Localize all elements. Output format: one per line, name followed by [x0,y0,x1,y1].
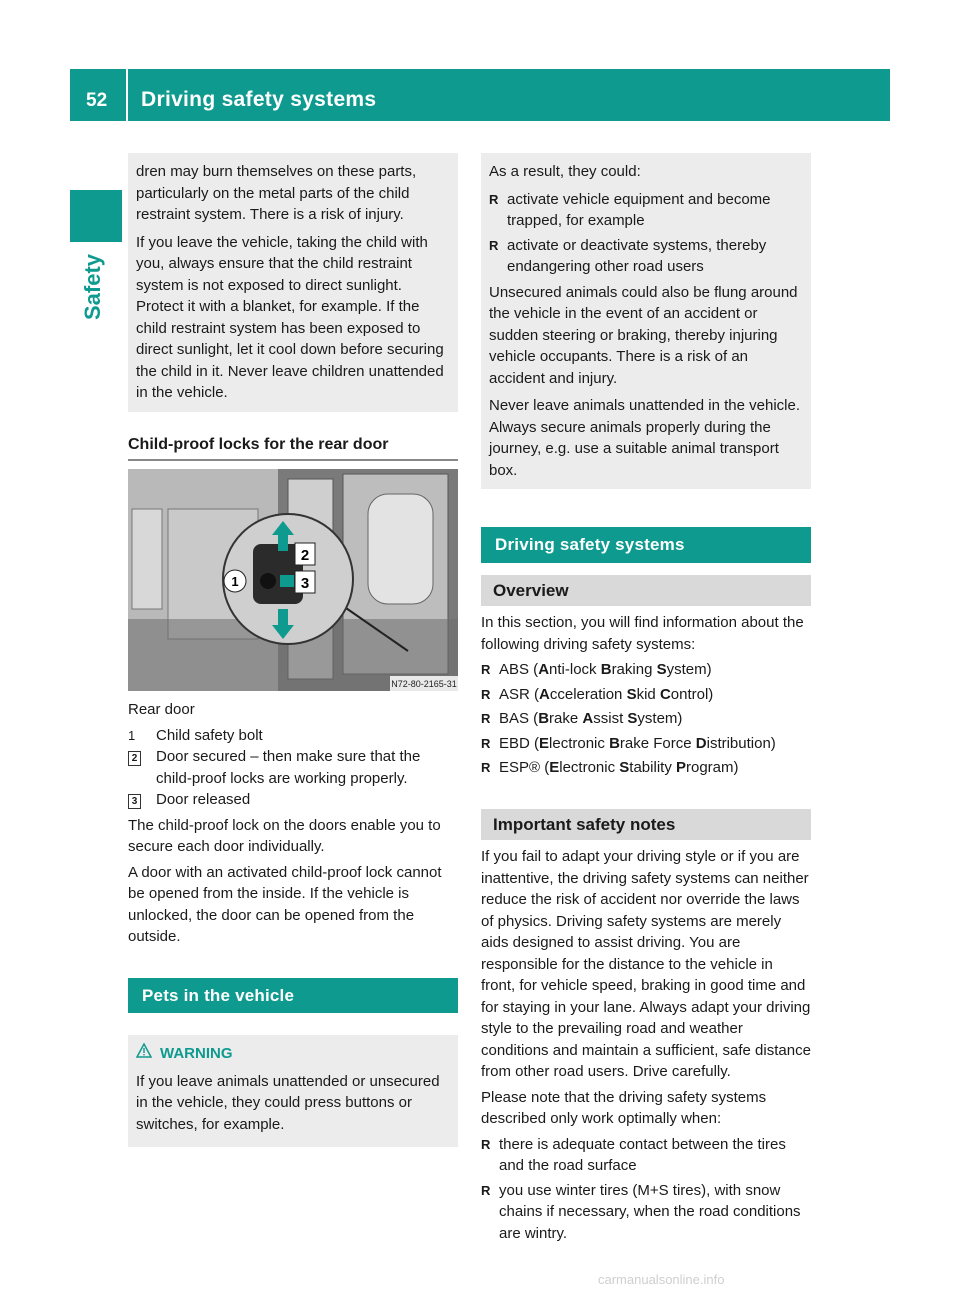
pets-heading: Pets in the vehicle [128,978,458,1014]
system-item: R EBD (Electronic Brake Force Distribution) [481,733,811,755]
list-item: R you use winter tires (M+S tires), with snow chains if necessary, when the road conditions are wintry. [481,1180,811,1245]
notes-bullet-list [481,1134,811,1245]
warning-title: WARNING [160,1045,233,1062]
right-column [481,153,811,1248]
warning-icon [136,1043,152,1065]
header-divider [126,69,128,121]
chapter-tab [70,190,122,242]
legend-number-1: 1 [128,727,136,743]
overview-intro: In this section, you will find information about the following driving safety systems: [481,614,804,653]
legend-text: Door released [156,791,251,808]
watermark: carmanualsonline.info [598,1272,725,1287]
legend-text: Child safety bolt [156,726,263,744]
svg-text:3: 3 [300,575,310,592]
chapter-label: Safety [80,253,105,320]
system-item: R ASR (Acceleration Skid Control) [481,684,811,706]
notes-paragraph: Please note that the driving safety systems described only work optimally when: [481,1088,767,1127]
system-item: R ABS (Anti-lock Braking System) [481,659,811,681]
legend-item [128,725,458,747]
svg-text:1: 1 [231,574,239,589]
legend-number-2: 2 [128,751,141,766]
legend-text: Door secured – then make sure that the child-proof locks are working properly. [156,748,421,787]
legend-number-3: 3 [128,794,141,809]
driving-safety-heading: Driving safety systems [481,527,811,563]
list-item: R activate vehicle equipment and become trapped, for example [489,189,801,232]
legend-item [128,789,458,811]
system-item: R BAS (Brake Assist System) [481,708,811,730]
system-item: R ESP® (Electronic Stability Program) [481,757,811,779]
svg-text:2: 2 [300,547,310,564]
image-code: N72-80-2165-31 [391,679,457,689]
left-column [128,153,458,1147]
safety-notes-heading: Important safety notes [481,809,811,841]
body-paragraph: The child-proof lock on the doors enable you to secure each door individually. [128,816,441,855]
body-paragraph: A door with an activated child-proof lock cannot be opened from the inside. If the vehicle is unlocked, the door can be opened from the outside. [128,863,442,945]
pets-continued-box [481,153,811,489]
systems-list [481,659,811,779]
box-paragraph: Unsecured animals could also be flung around the vehicle in the event of an accident or sudden steering or braking, thereby injuring vehicle occupants. There is a risk of an accident and injury. [489,283,798,387]
list-item: R activate or deactivate systems, thereby endangering other road users [489,235,801,278]
box-bullet-list [489,189,801,278]
rear-door-photo [128,469,458,691]
figure-caption: Rear door [128,701,195,718]
box-intro: As a result, they could: [489,163,641,180]
child-locks-heading: Child-proof locks for the rear door [128,434,458,462]
notes-paragraph: If you fail to adapt your driving style or if you are inattentive, the driving safety systems can neither reduce the risk of accident nor override the laws of physics. Driving safety systems are merely aids designed to assist driving. You are responsible for the distance to the vehicle in front, for vehicle speed, braking in good time and for staying in your lane. Always adapt your driving style to the prevailing road and weather conditions and maintain a sufficient, safe distance from other road users. Drive carefully. [481,848,811,1080]
intro-para-2: If you leave the vehicle, taking the child with you, always ensure that the child restraint system is not exposed to direct sunlight. Protect it with a blanket, for example. If the child restraint system has been exposed to direct sunlight, let it cool down before securing the child in it. Never leave children unattended in the vehicle. [136,233,444,401]
warning-box [128,1035,458,1147]
box-paragraph: Never leave animals unattended in the vehicle. Always secure animals properly during the journey, e.g. use a suitable animal transport box. [489,397,801,479]
overview-heading: Overview [481,575,811,607]
legend-item [128,746,458,789]
intro-box [128,153,458,412]
page-title: Driving safety systems [141,88,377,111]
list-item: R there is adequate contact between the tires and the road surface [481,1134,811,1177]
intro-para-1: dren may burn themselves on these parts, particularly on the metal parts of the child restraint system. There is a risk of injury. [136,163,417,223]
page-number: 52 [86,90,108,111]
warning-text: If you leave animals unattended or unsecured in the vehicle, they could press buttons or switches, for example. [136,1072,440,1133]
